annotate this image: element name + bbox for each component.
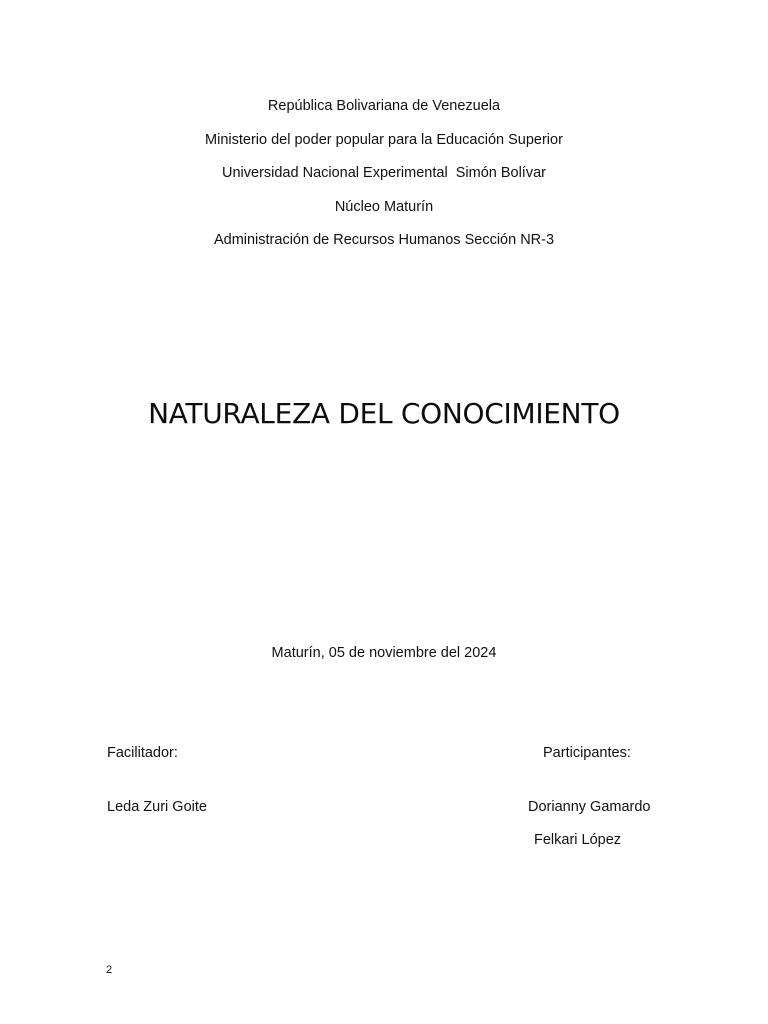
participant-name: Felkari López <box>534 832 622 848</box>
header-line-ministry: Ministerio del poder popular para la Educación Superior <box>205 131 563 148</box>
header-line-university: Universidad Nacional Experimental Simón Bolívar <box>222 165 546 181</box>
participants-label: Participantes: <box>543 745 631 761</box>
facilitator-label: Facilitador: <box>107 745 178 761</box>
document-date: Maturín, 05 de noviembre del 2024 <box>271 645 497 661</box>
header-line-course: Administración de Recursos Humanos Sección NR-3 <box>213 232 555 248</box>
participant-name: Dorianny Gamardo <box>528 799 651 815</box>
institution-header <box>0 90 768 258</box>
header-line-republic: República Bolivariana de Venezuela <box>267 98 501 114</box>
page-number: 2 <box>106 964 113 976</box>
document-title: NATURALEZA DEL CONOCIMIENTO <box>148 397 620 430</box>
header-line-campus: Núcleo Maturín <box>334 198 434 215</box>
facilitator-name: Leda Zuri Goite <box>107 799 207 815</box>
